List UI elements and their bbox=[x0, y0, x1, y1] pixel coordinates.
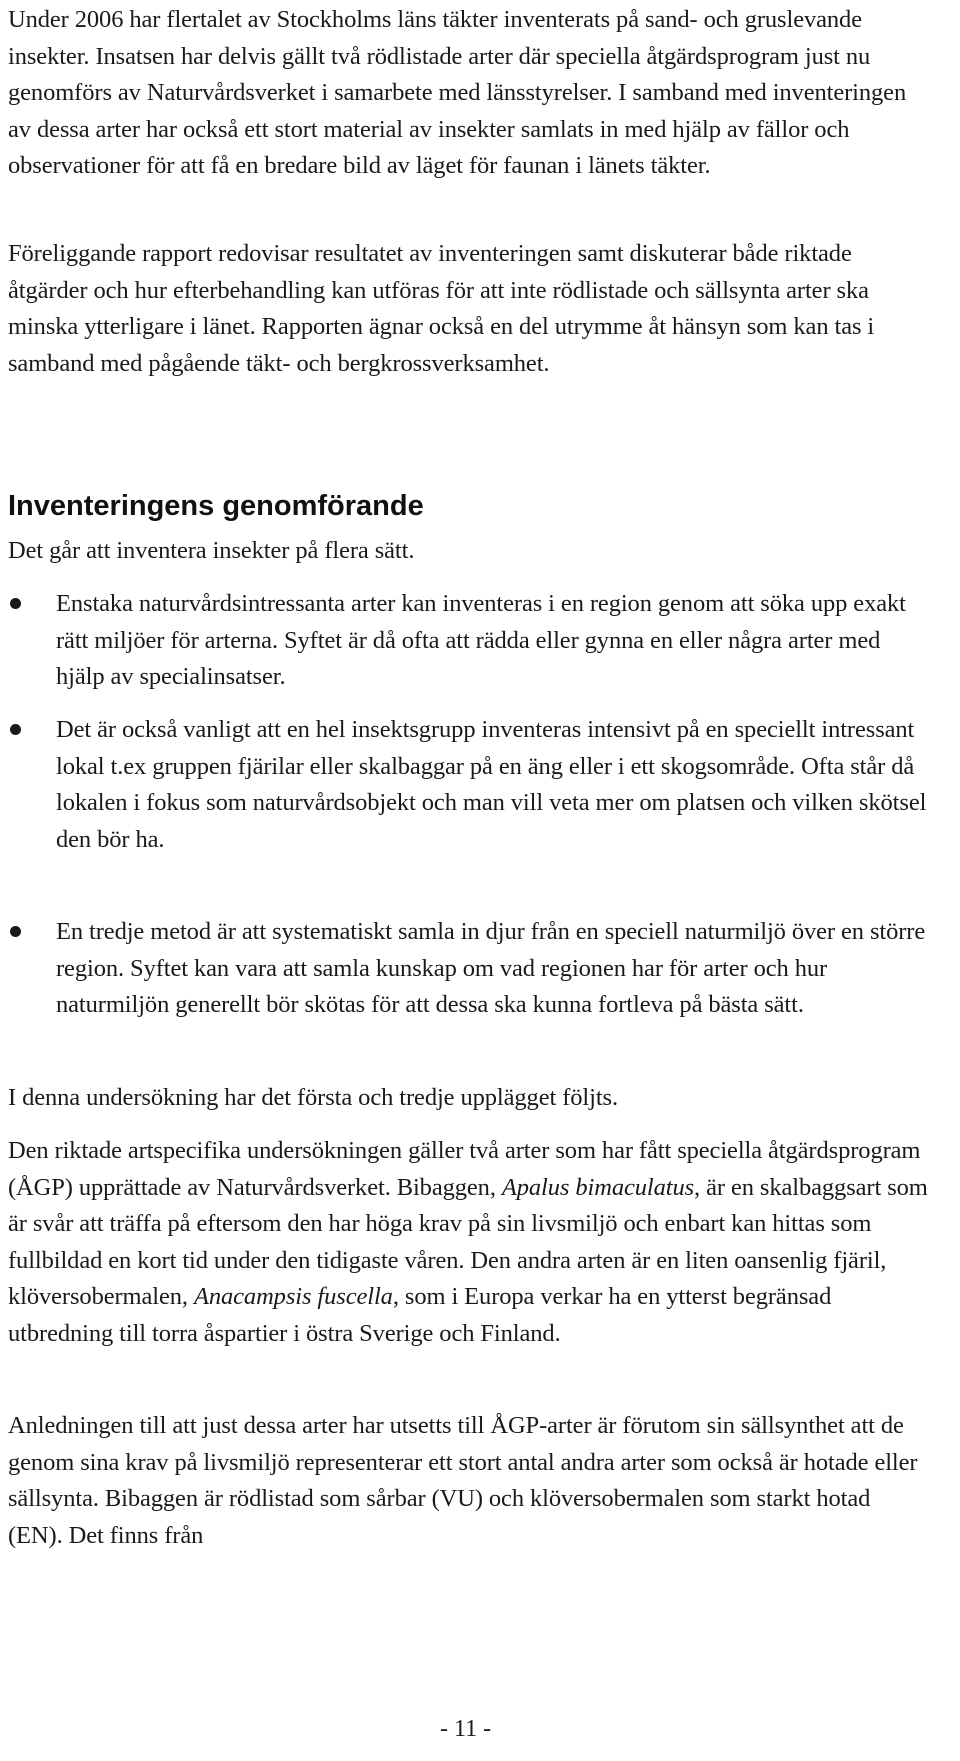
paragraph-approach: I denna undersökning har det första och tredje upplägget följts. bbox=[8, 1084, 619, 1111]
paragraph-intro-1-part-a: Under 2006 har flertalet av Stockholms läns täkter inventerats på sand- och gruslevande insekter. Insatsen har delvis gällt två rödlistade arter där speciella åtgärdsprogram just nu genomförs av Naturvårdsverket i samarbete med länsstyrelser. bbox=[8, 6, 871, 106]
bullet-icon bbox=[10, 724, 21, 735]
section-intro: Det går att inventera insekter på flera sätt. bbox=[8, 537, 415, 564]
paragraph-species-part-1: Den riktade artspecifika undersökningen gäller två arter som har fått speciella åtgärdsprogram (ÅGP) upprättade av Naturvårdsverket. Bibaggen, bbox=[8, 1137, 921, 1201]
list-item bbox=[8, 914, 928, 1024]
list-item bbox=[8, 712, 928, 858]
list-item-text: Enstaka naturvårdsintressanta arter kan inventeras i en region genom att söka upp exakt rätt miljöer för arterna. Syftet är då ofta att rädda eller gynna en eller några arter med hjälp av specialinsatser. bbox=[56, 590, 906, 690]
bullet-icon bbox=[10, 598, 21, 609]
paragraph-intro-2: Föreliggande rapport redovisar resultatet av inventeringen samt diskuterar både riktade åtgärder och hur efterbehandling kan utföras för att inte rödlistade och sällsynta arter ska minska ytterligare i länet. Rapporten ägnar också en del utrymme åt hänsyn som kan tas i samband med pågående täkt- och bergkrossverksamhet. bbox=[8, 240, 875, 377]
paragraph-species-part-3: , som i Europa verkar ha en ytterst begränsad utbredning till torra åspartier i östra Sverige och Finland. bbox=[8, 1283, 832, 1347]
section-heading: Inventeringens genomförande bbox=[8, 490, 424, 522]
list-item bbox=[8, 586, 928, 696]
bullet-icon bbox=[10, 926, 21, 937]
paragraph-species-part-2: , är en skalbaggsart som är svår att träffa på eftersom den har höga krav på sin livsmiljö och enbart kan hittas som fullbildad en kort tid under den tidigaste våren. Den andra arten är en liten oansenlig fjäril, klöversobermalen, bbox=[8, 1173, 928, 1310]
species-name-apalus: Apalus bimaculatus bbox=[501, 1173, 695, 1201]
list-item-text: En tredje metod är att systematiskt samla in djur från en speciell naturmiljö över en större region. Syftet kan vara att samla kunskap om vad regionen har för arter och hur naturmiljön generellt bör skötas för att dessa ska kunna fortleva på bästa sätt. bbox=[56, 918, 926, 1018]
paragraph-intro-1 bbox=[8, 2, 928, 185]
paragraph-intro-1-part-b: I samband med inventeringen av dessa arter har också ett stort material av insekter samlats in med hjälp av fällor och observationer för att få en bredare bild av läget för faunan i länets täkter. bbox=[8, 79, 907, 179]
paragraph-species bbox=[8, 1133, 928, 1352]
paragraph-reason: Anledningen till att just dessa arter har utsetts till ÅGP-arter är förutom sin sällsynthet att de genom sina krav på livsmiljö representerar ett stort antal andra arter som också är hotade eller sällsynta. Bibaggen är rödlistad som sårbar (VU) och klöversobermalen som starkt hotad (EN). Det finns från bbox=[8, 1412, 918, 1549]
list-item-text: Det är också vanligt att en hel insektsgrupp inventeras intensivt på en speciellt intressant lokal t.ex gruppen fjärilar eller skalbaggar på en äng eller i ett skogsområde. Ofta står då lokalen i fokus som naturvårdsobjekt och man vill veta mer om platsen och vilken skötsel den bör ha. bbox=[56, 716, 927, 853]
page-number: - 11 - bbox=[440, 1716, 492, 1742]
species-name-anacampsis: Anacampsis fuscella bbox=[193, 1283, 393, 1310]
